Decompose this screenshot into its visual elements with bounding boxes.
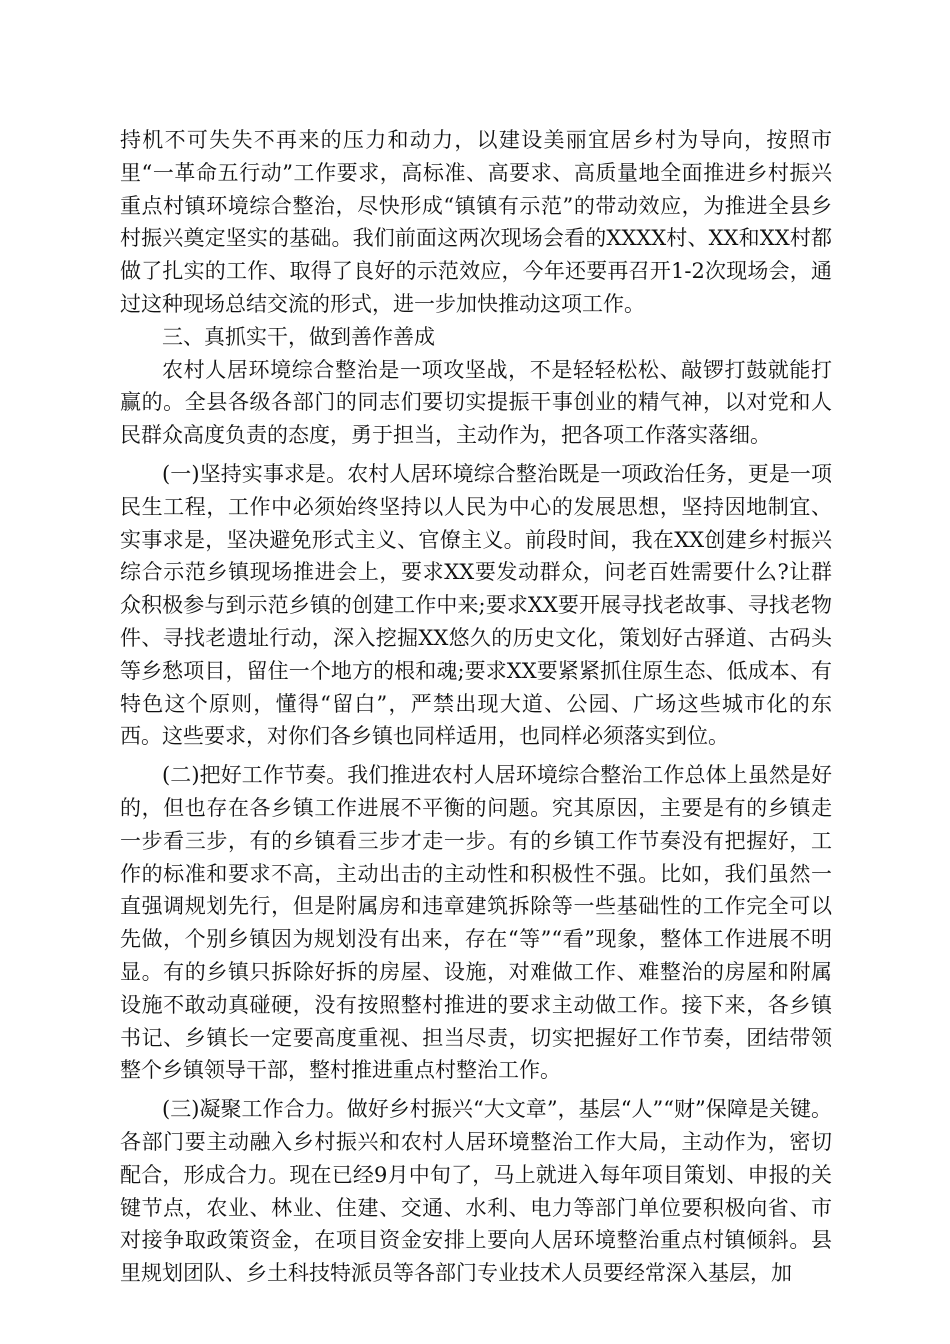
- paragraph-intro: 农村人居环境综合整治是一项攻坚战，不是轻轻松松、敲锣打鼓就能打赢的。全县各级各部门的同志们要切实提振干事创业的精气神，以对党和人民群众高度负责的态度，勇于担当，主动作为，把各项工作落实落细。: [120, 357, 832, 448]
- paragraph-point-one: (一)坚持实事求是。农村人居环境综合整治既是一项政治任务，更是一项民生工程，工作中必须始终坚持以人民为中心的发展思想，坚持因地制宜、实事求是，坚决避免形式主义、官僚主义。前段时间，我在XX创建乡村振兴综合示范乡镇现场推进会上，要求XX要发动群众，问老百姓需要什么?让群众积极参与到示范乡镇的创建工作中来;要求XX要开展寻找老故事、寻找老物件、寻找老遗址行动，深入挖掘XX悠久的历史文化，策划好古驿道、古码头等乡愁项目，留住一个地方的根和魂;要求XX要紧紧抓住原生态、低成本、有特色这个原则，懂得“留白”，严禁出现大道、公园、广场这些城市化的东西。这些要求，对你们各乡镇也同样适用，也同样必须落实到位。: [120, 461, 832, 749]
- section-heading-three: 三、真抓实干，做到善作善成: [162, 324, 435, 349]
- document-page: [120, 124, 832, 1290]
- paragraph-point-two: (二)把好工作节奏。我们推进农村人居环境综合整治工作总体上虽然是好的，但也存在各乡镇工作进展不平衡的问题。究其原因，主要是有的乡镇走一步看三步，有的乡镇看三步才走一步。有的乡镇工作节奏没有把握好，工作的标准和要求不高，主动出击的主动性和积极性不强。比如，我们虽然一直强调规划先行，但是附属房和违章建筑拆除等一些基础性的工作完全可以先做，个别乡镇因为规划没有出来，存在“等”“看”现象，整体工作进展不明显。有的乡镇只拆除好拆的房屋、设施，对难做工作、难整治的房屋和附属设施不敢动真碰硬，没有按照整村推进的要求主动做工作。接下来，各乡镇书记、乡镇长一定要高度重视、担当尽责，切实把握好工作节奏，团结带领整个乡镇领导干部，整村推进重点村整治工作。: [120, 763, 832, 1083]
- paragraph-point-three: (三)凝聚工作合力。做好乡村振兴“大文章”，基层“人”“财”保障是关键。各部门要主动融入乡村振兴和农村人居环境整治工作大局，主动作为，密切配合，形成合力。现在已经9月中旬了，马上就进入每年项目策划、申报的关键节点，农业、林业、住建、交通、水利、电力等部门单位要积极向省、市对接争取政策资金，在项目资金安排上要向人居环境整治重点村镇倾斜。县里规划团队、乡土科技特派员等各部门专业技术人员要经常深入基层，加: [120, 1097, 832, 1286]
- paragraph-continuation: 持机不可失失不再来的压力和动力，以建设美丽宜居乡村为导向，按照市里“一革命五行动”工作要求，高标准、高要求、高质量地全面推进乡村振兴重点村镇环境综合整治，尽快形成“镇镇有示范”的带动效应，为推进全县乡村振兴奠定坚实的基础。我们前面这两次现场会看的XXXX村、XX和XX村都做了扎实的工作、取得了良好的示范效应，今年还要再召开1-2次现场会，通过这种现场总结交流的形式，进一步加快推动这项工作。: [120, 128, 832, 316]
